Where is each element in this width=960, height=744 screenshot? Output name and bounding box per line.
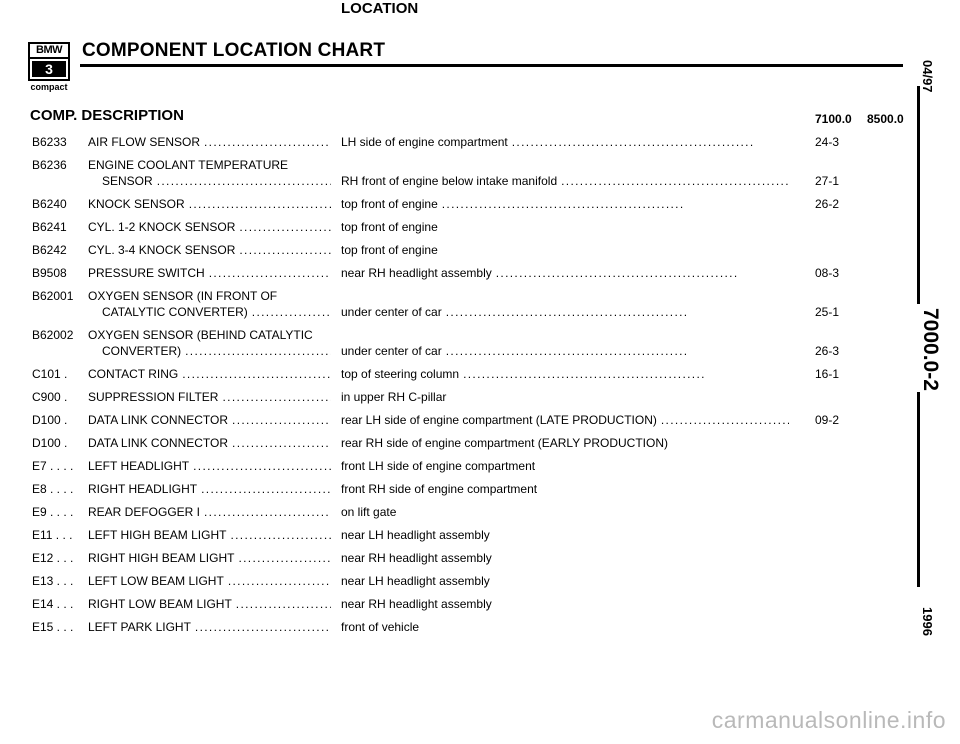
description-text: RIGHT HIGH BEAM LIGHT bbox=[88, 551, 235, 565]
description-line bbox=[88, 527, 331, 543]
logo-series: 3 bbox=[32, 61, 66, 77]
description-text: OXYGEN SENSOR (IN FRONT OF bbox=[88, 289, 278, 303]
component-id: B62002 bbox=[32, 328, 74, 342]
description-line bbox=[88, 288, 331, 304]
table-row bbox=[0, 366, 960, 389]
description-line bbox=[88, 134, 331, 150]
component-id: B9508 bbox=[32, 266, 67, 280]
location-text: top front of engine bbox=[341, 197, 438, 211]
description-text: CATALYTIC CONVERTER) bbox=[102, 305, 248, 319]
description-text: SUPPRESSION FILTER bbox=[88, 390, 219, 404]
description-text: LEFT PARK LIGHT bbox=[88, 620, 191, 634]
location-text: top front of engine bbox=[341, 243, 438, 257]
reference-code: 08-3 bbox=[815, 266, 840, 280]
description-line bbox=[88, 173, 331, 189]
location-text: rear LH side of engine compartment (LATE PRODUCTION) bbox=[341, 413, 657, 427]
description-text: LEFT LOW BEAM LIGHT bbox=[88, 574, 224, 588]
description-line bbox=[88, 481, 331, 497]
component-location bbox=[341, 219, 789, 235]
component-id: B6236 bbox=[32, 158, 67, 172]
component-id: B62001 bbox=[32, 289, 74, 303]
dot-leader bbox=[561, 173, 789, 189]
location-text: rear RH side of engine compartment (EARLY PRODUCTION) bbox=[341, 436, 668, 450]
logo-box bbox=[28, 42, 70, 81]
dot-leader bbox=[232, 435, 331, 451]
component-description bbox=[88, 435, 331, 451]
column-heading-location: LOCATION bbox=[341, 0, 419, 17]
logo-subtitle: compact bbox=[30, 82, 68, 92]
dot-leader bbox=[228, 573, 331, 589]
description-line bbox=[88, 619, 331, 635]
dot-leader bbox=[222, 389, 331, 405]
description-line bbox=[88, 458, 331, 474]
model-year: 1996 bbox=[920, 607, 935, 636]
component-location bbox=[341, 435, 789, 451]
location-text: front of vehicle bbox=[341, 620, 420, 634]
dot-leader bbox=[201, 481, 331, 497]
component-location bbox=[341, 389, 789, 405]
table-row bbox=[0, 327, 960, 366]
header-rule bbox=[80, 64, 903, 67]
component-id: C900 . bbox=[32, 390, 68, 404]
component-location bbox=[341, 573, 789, 589]
description-line bbox=[88, 573, 331, 589]
description-text: DATA LINK CONNECTOR bbox=[88, 436, 229, 450]
component-description bbox=[88, 596, 331, 612]
table-row bbox=[0, 134, 960, 157]
reference-code: 16-1 bbox=[815, 367, 840, 381]
table-row bbox=[0, 412, 960, 435]
component-id: B6242 bbox=[32, 243, 67, 257]
component-id: E7 . . . . bbox=[32, 459, 74, 473]
dot-leader bbox=[182, 366, 331, 382]
description-line bbox=[88, 504, 331, 520]
location-text: near LH headlight assembly bbox=[341, 574, 490, 588]
table-row bbox=[0, 389, 960, 412]
component-id: D100 . bbox=[32, 413, 68, 427]
description-text: LEFT HEADLIGHT bbox=[88, 459, 190, 473]
description-text: CONVERTER) bbox=[102, 344, 182, 358]
dot-leader bbox=[252, 304, 331, 320]
dot-leader bbox=[512, 134, 789, 150]
table-row bbox=[0, 504, 960, 527]
dot-leader bbox=[157, 173, 331, 189]
component-description bbox=[88, 327, 331, 359]
description-line bbox=[88, 550, 331, 566]
margin-rule-top bbox=[917, 86, 920, 304]
component-location bbox=[341, 242, 789, 258]
dot-leader bbox=[442, 196, 789, 212]
dot-leader bbox=[195, 619, 331, 635]
table-row bbox=[0, 596, 960, 619]
component-id: B6240 bbox=[32, 197, 67, 211]
dot-leader bbox=[239, 219, 331, 235]
location-text: near RH headlight assembly bbox=[341, 597, 492, 611]
component-location bbox=[341, 481, 789, 497]
location-text: near RH headlight assembly bbox=[341, 551, 492, 565]
component-location bbox=[341, 343, 789, 359]
table-row bbox=[0, 550, 960, 573]
location-text: top of steering column bbox=[341, 367, 460, 381]
description-text: CONTACT RING bbox=[88, 367, 179, 381]
location-text: under center of car bbox=[341, 305, 442, 319]
description-line bbox=[88, 265, 331, 281]
description-text: LEFT HIGH BEAM LIGHT bbox=[88, 528, 227, 542]
revision-date: 04/97 bbox=[920, 60, 935, 93]
description-line bbox=[88, 389, 331, 405]
dot-leader bbox=[496, 265, 789, 281]
component-description bbox=[88, 134, 331, 150]
reference-code: 26-2 bbox=[815, 197, 840, 211]
component-id: C101 . bbox=[32, 367, 68, 381]
component-description bbox=[88, 412, 331, 428]
description-text: CYL. 1-2 KNOCK SENSOR bbox=[88, 220, 236, 234]
table-row bbox=[0, 527, 960, 550]
description-text: OXYGEN SENSOR (BEHIND CATALYTIC bbox=[88, 328, 313, 342]
dot-leader bbox=[193, 458, 331, 474]
component-location bbox=[341, 196, 789, 212]
component-id: E8 . . . . bbox=[32, 482, 74, 496]
description-line bbox=[88, 327, 331, 343]
component-description bbox=[88, 527, 331, 543]
component-location bbox=[341, 304, 789, 320]
description-text: SENSOR bbox=[102, 174, 153, 188]
dot-leader bbox=[236, 596, 331, 612]
component-id: E11 . . . bbox=[32, 528, 73, 542]
description-line bbox=[88, 343, 331, 359]
reference-code: 26-3 bbox=[815, 344, 840, 358]
component-location bbox=[341, 596, 789, 612]
component-description bbox=[88, 366, 331, 382]
component-id: B6233 bbox=[32, 135, 67, 149]
component-location bbox=[341, 458, 789, 474]
component-location bbox=[341, 366, 789, 382]
component-location bbox=[341, 504, 789, 520]
description-line bbox=[88, 435, 331, 451]
component-description bbox=[88, 619, 331, 635]
table-row bbox=[0, 481, 960, 504]
table-row bbox=[0, 242, 960, 265]
description-line bbox=[88, 412, 331, 428]
component-location bbox=[341, 412, 789, 428]
description-text: ENGINE COOLANT TEMPERATURE bbox=[88, 158, 289, 172]
location-text: top front of engine bbox=[341, 220, 438, 234]
dot-leader bbox=[661, 412, 789, 428]
component-location bbox=[341, 550, 789, 566]
component-id: E14 . . . bbox=[32, 597, 74, 611]
component-id: E12 . . . bbox=[32, 551, 74, 565]
component-description bbox=[88, 550, 331, 566]
location-text: near LH headlight assembly bbox=[341, 528, 490, 542]
dot-leader bbox=[446, 343, 789, 359]
dot-leader bbox=[204, 504, 331, 520]
component-location bbox=[341, 619, 789, 635]
component-description bbox=[88, 481, 331, 497]
description-text: KNOCK SENSOR bbox=[88, 197, 185, 211]
description-line bbox=[88, 366, 331, 382]
dot-leader bbox=[230, 527, 331, 543]
description-text: CYL. 3-4 KNOCK SENSOR bbox=[88, 243, 236, 257]
component-location bbox=[341, 527, 789, 543]
dot-leader bbox=[204, 134, 331, 150]
dot-leader bbox=[209, 265, 331, 281]
component-description bbox=[88, 265, 331, 281]
component-description bbox=[88, 389, 331, 405]
table-row bbox=[0, 288, 960, 327]
location-text: near RH headlight assembly bbox=[341, 266, 492, 280]
component-id: E13 . . . bbox=[32, 574, 74, 588]
bmw-logo bbox=[28, 42, 70, 92]
dot-leader bbox=[189, 196, 331, 212]
location-text: on lift gate bbox=[341, 505, 397, 519]
table-row bbox=[0, 619, 960, 642]
table-row bbox=[0, 458, 960, 481]
dot-leader bbox=[185, 343, 331, 359]
component-description bbox=[88, 242, 331, 258]
description-text: RIGHT LOW BEAM LIGHT bbox=[88, 597, 232, 611]
description-line bbox=[88, 157, 331, 173]
logo-brand: BMW bbox=[30, 44, 68, 59]
location-text: RH front of engine below intake manifold bbox=[341, 174, 558, 188]
description-line bbox=[88, 219, 331, 235]
dot-leader bbox=[239, 242, 331, 258]
location-text: in upper RH C-pillar bbox=[341, 390, 447, 404]
column-heading-code-1: 7100.0 bbox=[815, 112, 852, 126]
component-description bbox=[88, 573, 331, 589]
location-text: front LH side of engine compartment bbox=[341, 459, 536, 473]
dot-leader bbox=[463, 366, 789, 382]
reference-code: 09-2 bbox=[815, 413, 840, 427]
reference-code: 27-1 bbox=[815, 174, 840, 188]
component-description bbox=[88, 288, 331, 320]
component-id: D100 . bbox=[32, 436, 68, 450]
description-line bbox=[88, 196, 331, 212]
component-location bbox=[341, 265, 789, 281]
description-line bbox=[88, 596, 331, 612]
description-text: RIGHT HEADLIGHT bbox=[88, 482, 198, 496]
location-text: LH side of engine compartment bbox=[341, 135, 508, 149]
location-text: front RH side of engine compartment bbox=[341, 482, 538, 496]
component-location bbox=[341, 173, 789, 189]
component-location bbox=[341, 134, 789, 150]
component-description bbox=[88, 196, 331, 212]
table-row bbox=[0, 573, 960, 596]
description-text: PRESSURE SWITCH bbox=[88, 266, 205, 280]
dot-leader bbox=[238, 550, 331, 566]
description-text: REAR DEFOGGER I bbox=[88, 505, 201, 519]
table-row bbox=[0, 157, 960, 196]
component-id: E15 . . . bbox=[32, 620, 74, 634]
dot-leader bbox=[446, 304, 789, 320]
table-row bbox=[0, 265, 960, 288]
reference-code: 24-3 bbox=[815, 135, 840, 149]
description-text: DATA LINK CONNECTOR bbox=[88, 413, 229, 427]
description-line bbox=[88, 304, 331, 320]
description-line bbox=[88, 242, 331, 258]
component-description bbox=[88, 219, 331, 235]
page-number: 7000.0-2 bbox=[919, 308, 942, 391]
component-list bbox=[0, 134, 960, 642]
component-description bbox=[88, 458, 331, 474]
description-text: AIR FLOW SENSOR bbox=[88, 135, 201, 149]
column-heading-code-2: 8500.0 bbox=[867, 112, 904, 126]
table-row bbox=[0, 196, 960, 219]
table-row bbox=[0, 219, 960, 242]
dot-leader bbox=[232, 412, 331, 428]
location-text: under center of car bbox=[341, 344, 442, 358]
table-row bbox=[0, 435, 960, 458]
component-id: E9 . . . . bbox=[32, 505, 74, 519]
column-heading-description: COMP. DESCRIPTION bbox=[30, 107, 184, 124]
component-id: B6241 bbox=[32, 220, 67, 234]
component-description bbox=[88, 504, 331, 520]
margin-rule-bottom bbox=[917, 392, 920, 587]
reference-code: 25-1 bbox=[815, 305, 840, 319]
watermark: carmanualsonline.info bbox=[711, 707, 946, 733]
page-title: COMPONENT LOCATION CHART bbox=[82, 40, 386, 61]
component-description bbox=[88, 157, 331, 189]
